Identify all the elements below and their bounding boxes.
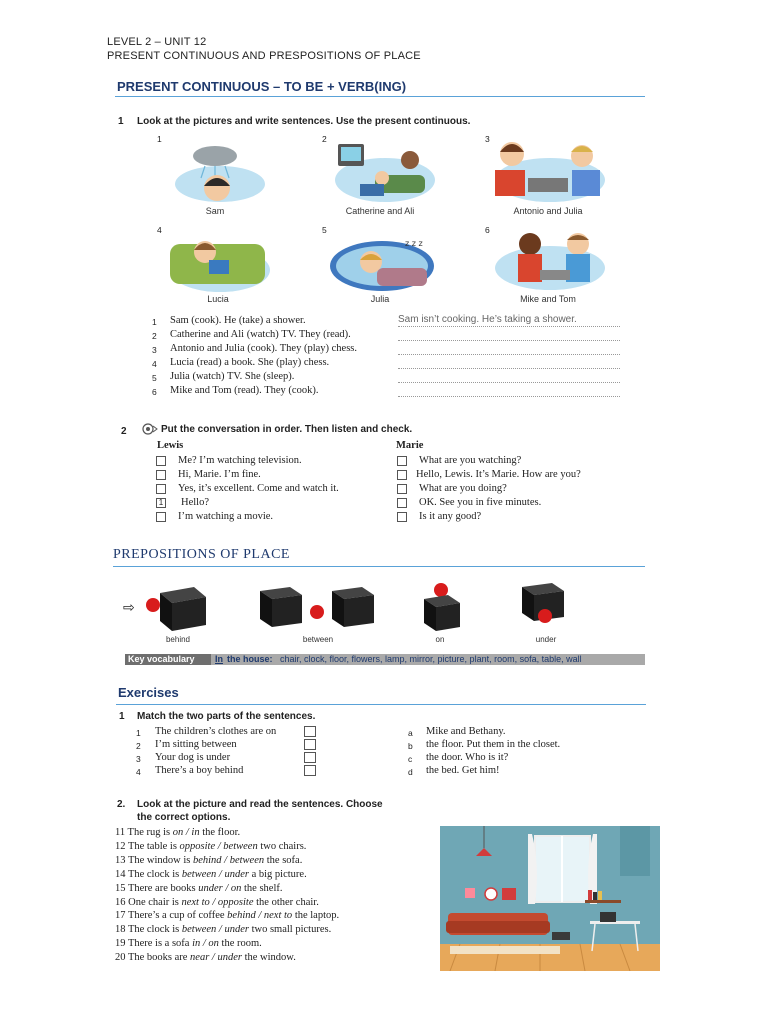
sentence-number: 2 — [152, 331, 157, 341]
match-box[interactable] — [304, 765, 316, 776]
sentence-end: the laptop. — [294, 910, 340, 922]
answer-line[interactable] — [398, 382, 620, 383]
match-exercise — [136, 726, 656, 782]
cube-icon — [328, 581, 378, 636]
lewis-lines — [156, 456, 386, 528]
sentence-list — [150, 315, 630, 400]
question-number: 1 — [118, 116, 124, 127]
sentence-end: the room. — [221, 938, 262, 950]
sentence-end: the shelf. — [244, 882, 283, 894]
sentence-start: One chair is — [128, 896, 182, 908]
answer-line[interactable] — [398, 396, 620, 397]
option-choice[interactable]: next to / opposite — [181, 896, 257, 908]
match-letter: d — [408, 767, 413, 777]
picture-mike-tom-cooking — [490, 226, 605, 292]
order-box[interactable]: 1 — [156, 498, 166, 508]
picture-caption: Sam — [205, 206, 225, 216]
option-choice[interactable]: in / on — [192, 938, 222, 950]
room-picture — [440, 826, 660, 971]
answer-line[interactable] — [398, 368, 620, 369]
ball-between — [310, 605, 324, 619]
option-choice[interactable]: on / in — [172, 827, 203, 838]
sentence-end: the other chair. — [256, 896, 319, 908]
audio-icon[interactable] — [142, 422, 158, 440]
item-number: 14 — [115, 868, 128, 880]
sentence-number: 6 — [152, 387, 157, 397]
option-choice[interactable]: between / under — [181, 868, 252, 880]
marie-lines — [397, 456, 627, 528]
question-number: 1 — [119, 711, 125, 722]
order-box[interactable] — [397, 456, 407, 466]
lewis-line: Yes, it’s excellent. Come and watch it. — [178, 483, 339, 494]
item-number: 19 — [115, 938, 128, 950]
sentence-answer[interactable]: Sam isn’t cooking. He’s taking a shower. — [398, 314, 577, 325]
choose-option-row — [115, 938, 262, 949]
cube-icon — [420, 591, 464, 638]
lewis-line: I’m watching a movie. — [178, 511, 274, 522]
choose-option-row — [115, 841, 306, 852]
picture-sam-shower — [165, 142, 265, 204]
section-title-exercises: Exercises — [118, 685, 179, 700]
match-box[interactable] — [304, 739, 316, 750]
marie-line: OK. See you in five minutes. — [419, 497, 542, 508]
sentence-start: The clock is — [127, 924, 182, 936]
cube-icon — [154, 581, 210, 638]
match-right: the floor. Put them in the closet. — [426, 739, 561, 750]
label-on: on — [435, 635, 445, 644]
match-number: 2 — [136, 741, 141, 751]
sentence-start: The table is — [127, 840, 180, 852]
lewis-line: Hello? — [181, 497, 209, 508]
sentence-number: 4 — [152, 359, 157, 369]
speaker-lewis: Lewis — [157, 440, 184, 451]
section-rule — [116, 704, 646, 705]
doc-header-topic: PRESENT CONTINUOUS AND PRESPOSITIONS OF PLACE — [107, 50, 421, 62]
option-choice[interactable]: behind / between — [192, 854, 267, 866]
lewis-line: Me? I’m watching television. — [178, 455, 302, 466]
match-right: the bed. Get him! — [426, 765, 500, 776]
sentence-end: the sofa. — [266, 854, 303, 866]
key-label: Key vocabulary — [128, 654, 195, 664]
marie-line: Hello, Lewis. It’s Marie. How are you? — [416, 469, 581, 480]
question-number: 2. — [117, 799, 126, 810]
answer-line[interactable] — [398, 340, 620, 341]
choose-options-list — [113, 827, 433, 969]
svg-text:z z z: z z z — [405, 239, 423, 248]
question-text: Match the two parts of the sentences. — [137, 711, 316, 722]
sentence-start: There’s a cup of coffee — [127, 910, 228, 922]
picture-number: 1 — [157, 134, 162, 144]
sentence-prompt: Catherine and Ali (watch) TV. They (read). — [170, 329, 351, 340]
speaker-marie: Marie — [396, 440, 424, 451]
sentence-prompt: Antonio and Julia (cook). They (play) chess. — [170, 343, 358, 354]
sentence-start: There are books — [127, 882, 199, 894]
question-text: Look at the pictures and write sentences. Use the present continuous. — [137, 116, 471, 127]
picture-grid — [155, 132, 625, 307]
picture-caption: Mike and Tom — [520, 294, 576, 304]
sentence-start: The window is — [127, 854, 193, 866]
section-title-prepositions: PREPOSITIONS OF PLACE — [113, 547, 290, 562]
match-left: Your dog is under — [155, 752, 231, 763]
sentence-start: The clock is — [127, 868, 182, 880]
picture-number: 6 — [485, 225, 490, 235]
sentence-prompt: Sam (cook). He (take) a shower. — [170, 315, 306, 326]
order-box[interactable] — [397, 484, 407, 494]
doc-header-level: LEVEL 2 – UNIT 12 — [107, 36, 207, 48]
sentence-number: 1 — [152, 317, 157, 327]
order-box[interactable] — [156, 470, 166, 480]
cube-icon — [256, 581, 306, 636]
sentence-end: the floor. — [202, 827, 241, 838]
label-between: between — [302, 635, 334, 644]
item-number: 13 — [115, 854, 128, 866]
match-left: The children’s clothes are on — [155, 726, 277, 737]
picture-caption: Lucia — [207, 294, 229, 304]
picture-caption: Catherine and Ali — [345, 206, 415, 216]
item-number: 20 — [115, 952, 128, 964]
match-left: I’m sitting between — [155, 739, 237, 750]
match-right: the door. Who is it? — [426, 752, 509, 763]
sentence-prompt: Mike and Tom (read). They (cook). — [170, 385, 319, 396]
question-text-line2: the correct options. — [137, 812, 231, 823]
choose-option-row — [115, 897, 319, 908]
label-under: under — [535, 635, 557, 644]
ball-under — [538, 609, 552, 623]
sentence-start: The rug is — [127, 827, 173, 838]
item-number: 17 — [115, 910, 128, 922]
sentence-end: the window. — [244, 952, 296, 964]
sentence-number: 3 — [152, 345, 157, 355]
choose-option-row — [115, 855, 302, 866]
picture-number: 4 — [157, 225, 162, 235]
choose-option-row — [115, 952, 296, 963]
match-letter: a — [408, 728, 413, 738]
preposition-illustrations — [118, 573, 638, 653]
marie-line: Is it any good? — [419, 511, 482, 522]
choose-option-row — [115, 910, 339, 921]
item-number: 16 — [115, 896, 129, 908]
section-rule — [113, 566, 645, 567]
option-choice[interactable]: behind / next to — [227, 910, 295, 922]
item-number: 18 — [115, 924, 128, 936]
order-box[interactable] — [156, 512, 166, 522]
sentence-end: a big picture. — [251, 868, 307, 880]
sentence-prompt: Lucia (read) a book. She (play) chess. — [170, 357, 330, 368]
option-choice[interactable]: between / under — [181, 924, 252, 936]
choose-option-row — [115, 883, 283, 894]
match-letter: c — [408, 754, 413, 764]
marie-line: What are you watching? — [419, 455, 522, 466]
question-number: 2 — [121, 426, 127, 437]
key-in: In — [215, 654, 223, 664]
picture-caption: Julia — [370, 294, 390, 304]
match-left: There’s a boy behind — [155, 765, 244, 776]
question-text: Put the conversation in order. Then listen and check. — [161, 424, 413, 435]
match-number: 1 — [136, 728, 141, 738]
item-number: 12 — [115, 840, 128, 852]
key-words: chair, clock, floor, flowers, lamp, mirror, picture, plant, room, sofa, table, wall — [280, 654, 582, 664]
key-house: the house: — [227, 654, 273, 664]
sentence-end: two chairs. — [260, 840, 307, 852]
order-box[interactable] — [156, 456, 166, 466]
match-number: 3 — [136, 754, 141, 764]
order-box[interactable] — [397, 498, 407, 508]
item-number: 11 — [115, 827, 128, 838]
order-box[interactable] — [397, 512, 407, 522]
answer-line — [398, 326, 620, 327]
sentence-prompt: Julia (watch) TV. She (sleep). — [170, 371, 295, 382]
picture-lucia-book — [165, 230, 270, 292]
picture-caption: Antonio and Julia — [513, 206, 583, 216]
lewis-line: Hi, Marie. I’m fine. — [178, 469, 261, 480]
match-box[interactable] — [304, 726, 316, 737]
match-right: Mike and Bethany. — [426, 726, 506, 737]
option-choice[interactable]: under / on — [198, 882, 244, 894]
picture-catherine-ali-tv — [330, 140, 435, 204]
item-number: 15 — [115, 882, 128, 894]
option-choice[interactable]: opposite / between — [179, 840, 261, 852]
match-letter: b — [408, 741, 413, 751]
sentence-number: 5 — [152, 373, 157, 383]
picture-number: 2 — [322, 134, 327, 144]
option-choice[interactable]: near / under — [190, 952, 245, 964]
match-box[interactable] — [304, 752, 316, 763]
question-text-line1: Look at the picture and read the sentences. Choose — [137, 799, 383, 810]
picture-antonio-julia-chess — [490, 136, 605, 204]
match-number: 4 — [136, 767, 141, 777]
order-box[interactable] — [156, 484, 166, 494]
sentence-start: There is a sofa — [127, 938, 193, 950]
choose-option-row — [115, 924, 331, 935]
key-vocabulary-bar — [125, 654, 645, 665]
answer-line[interactable] — [398, 354, 620, 355]
marie-line: What are you doing? — [419, 483, 507, 494]
sentence-start: The books are — [127, 952, 191, 964]
choose-option-row — [115, 869, 307, 880]
picture-julia-sleeping — [327, 228, 437, 292]
picture-number: 3 — [485, 134, 490, 144]
label-behind: behind — [165, 635, 191, 644]
section-rule — [115, 96, 645, 97]
arrow-icon: ⇨ — [123, 599, 135, 615]
order-box[interactable] — [397, 470, 407, 480]
picture-number: 5 — [322, 225, 327, 235]
choose-option-row — [115, 827, 240, 838]
sentence-end: two small pictures. — [251, 924, 332, 936]
section-title-present-continuous: PRESENT CONTINUOUS – TO BE + VERB(ING) — [117, 79, 407, 94]
